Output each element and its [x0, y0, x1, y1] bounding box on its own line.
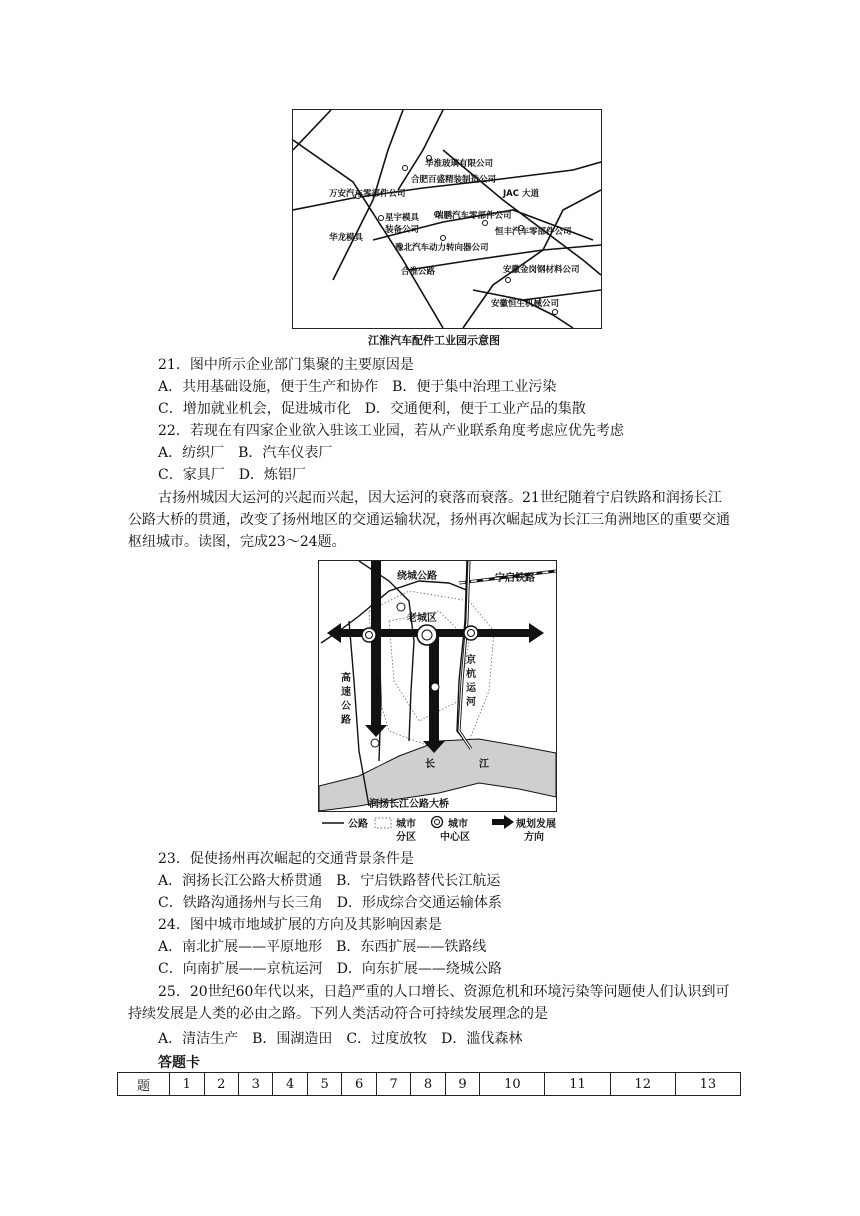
answer-card-cell: 10 — [480, 1073, 545, 1096]
label-ruipeng: 瑞鹏汽车零部件公司 — [435, 211, 512, 221]
q24-options-cd: C．向南扩展——京杭运河 D．向东扩展——绕城公路 — [158, 961, 502, 977]
answer-card-cell: 7 — [376, 1073, 410, 1096]
answer-card-cell: 8 — [411, 1073, 445, 1096]
q23-options-ab: A．润扬长江公路大桥贯通 B．宁启铁路替代长江航运 — [158, 873, 501, 889]
figure1-caption: 江淮汽车配件工业园示意图 — [368, 334, 500, 347]
answer-card-cell: 3 — [238, 1073, 272, 1096]
label-canal-3: 运 — [466, 683, 476, 694]
legend-direction-1: 规划发展 — [516, 819, 556, 830]
label-bridge: 润扬长江公路大桥 — [369, 799, 449, 810]
label-yubei: 豫北汽车动力转向器公司 — [395, 243, 489, 253]
answer-card-cell: 2 — [204, 1073, 238, 1096]
q24-options-ab: A．南北扩展——平原地形 B．东西扩展——铁路线 — [158, 939, 487, 955]
yangzhou-map — [318, 560, 557, 812]
label-hefei-baisheng: 合肥百盛精装制造公司 — [411, 175, 497, 185]
q24-stem: 24．图中城市地域扩展的方向及其影响因素是 — [158, 917, 442, 933]
label-hehuai-road: 合淮公路 — [401, 267, 436, 277]
label-xingyu-2: 装备公司 — [385, 225, 420, 235]
industrial-park-map — [292, 109, 602, 329]
answer-card-cell: 1 — [170, 1073, 204, 1096]
legend-district-2: 分区 — [396, 832, 416, 843]
answer-card-title: 答题卡 — [158, 1055, 200, 1071]
answer-card-cell: 5 — [307, 1073, 341, 1096]
answer-card-header: 题 — [118, 1073, 170, 1096]
label-xingyu: 星宇模具 — [385, 213, 420, 223]
label-highway-2: 速 — [341, 687, 351, 698]
label-railway: 宁启铁路 — [495, 573, 535, 584]
q22-options-ab: A．纺织厂 B．汽车仪表厂 — [158, 445, 333, 461]
q25-stem: 25．20世纪60年代以来，日趋严重的人口增长、资源危机和环境污染等问题使人们认识到可持续发展是人类的必由之路。下列人类活动符合可持续发展理念的是 — [128, 984, 730, 1022]
answer-card-table — [117, 1072, 741, 1096]
legend-road: 公路 — [348, 819, 368, 830]
label-ring-road: 绕城公路 — [397, 571, 437, 582]
legend-center-1: 城市 — [448, 819, 468, 830]
reading-passage: 古扬州城因大运河的兴起而兴起，因大运河的衰落而衰落。21世纪随着宁启铁路和润扬长江公路大桥的贯通，改变了扬州地区的交通运输状况，扬州再次崛起成为长江三角洲地区的重要交通枢纽城市。读图，完成23～24题。 — [128, 490, 730, 550]
answer-card-cell: 6 — [342, 1073, 376, 1096]
legend-direction-2: 方向 — [524, 832, 544, 843]
q21-options-ab: A．共用基础设施，便于生产和协作 B．便于集中治理工业污染 — [158, 379, 557, 395]
answer-card-cell: 13 — [675, 1073, 740, 1096]
label-jac-road: JAC 大道 — [503, 189, 539, 199]
q21-options-cd: C．增加就业机会，促进城市化 D．交通便利，便于工业产品的集散 — [158, 401, 586, 417]
label-river-2: 江 — [479, 759, 489, 770]
q22-options-cd: C．家具厂 D．炼铝厂 — [158, 467, 306, 483]
label-hengsheng: 安徽恒生机械公司 — [491, 299, 560, 309]
label-canal-4: 河 — [466, 697, 476, 708]
legend-district-1: 城市 — [396, 819, 416, 830]
label-canal-1: 京 — [466, 655, 476, 666]
label-jingang: 安徽金岗钢材料公司 — [503, 265, 580, 275]
q23-options-cd: C．铁路沟通扬州与长三角 D．形成综合交通运输体系 — [158, 895, 502, 911]
q23-stem: 23．促使扬州再次崛起的交通背景条件是 — [158, 851, 414, 867]
label-old-city: 老城区 — [407, 613, 437, 624]
legend-center-2: 中心区 — [440, 832, 470, 843]
label-highway-3: 公 — [341, 701, 351, 712]
label-huahuai-glass: 华淮玻璃有限公司 — [425, 159, 494, 169]
label-hengfeng: 恒丰汽车零部件公司 — [495, 227, 572, 237]
label-highway-4: 路 — [341, 715, 351, 726]
q22-stem: 22．若现在有四家企业欲入驻该工业园，若从产业联系角度考虑应优先考虑 — [158, 423, 624, 439]
q21-stem: 21．图中所示企业部门集聚的主要原因是 — [158, 357, 414, 373]
label-wanan: 万安汽车零部件公司 — [329, 189, 406, 199]
answer-card-cell: 12 — [610, 1073, 675, 1096]
answer-card-cell: 4 — [273, 1073, 307, 1096]
label-highway-1: 高 — [341, 673, 351, 684]
label-hualong: 华龙模具 — [329, 233, 364, 243]
label-river-1: 长 — [425, 759, 435, 770]
yangzhou-map-legend — [322, 815, 562, 845]
label-canal-2: 杭 — [466, 669, 476, 680]
answer-card-cell: 11 — [545, 1073, 610, 1096]
answer-card-cell: 9 — [445, 1073, 479, 1096]
q25-options: A．清洁生产 B．围湖造田 C．过度放牧 D．滥伐森林 — [158, 1031, 523, 1047]
